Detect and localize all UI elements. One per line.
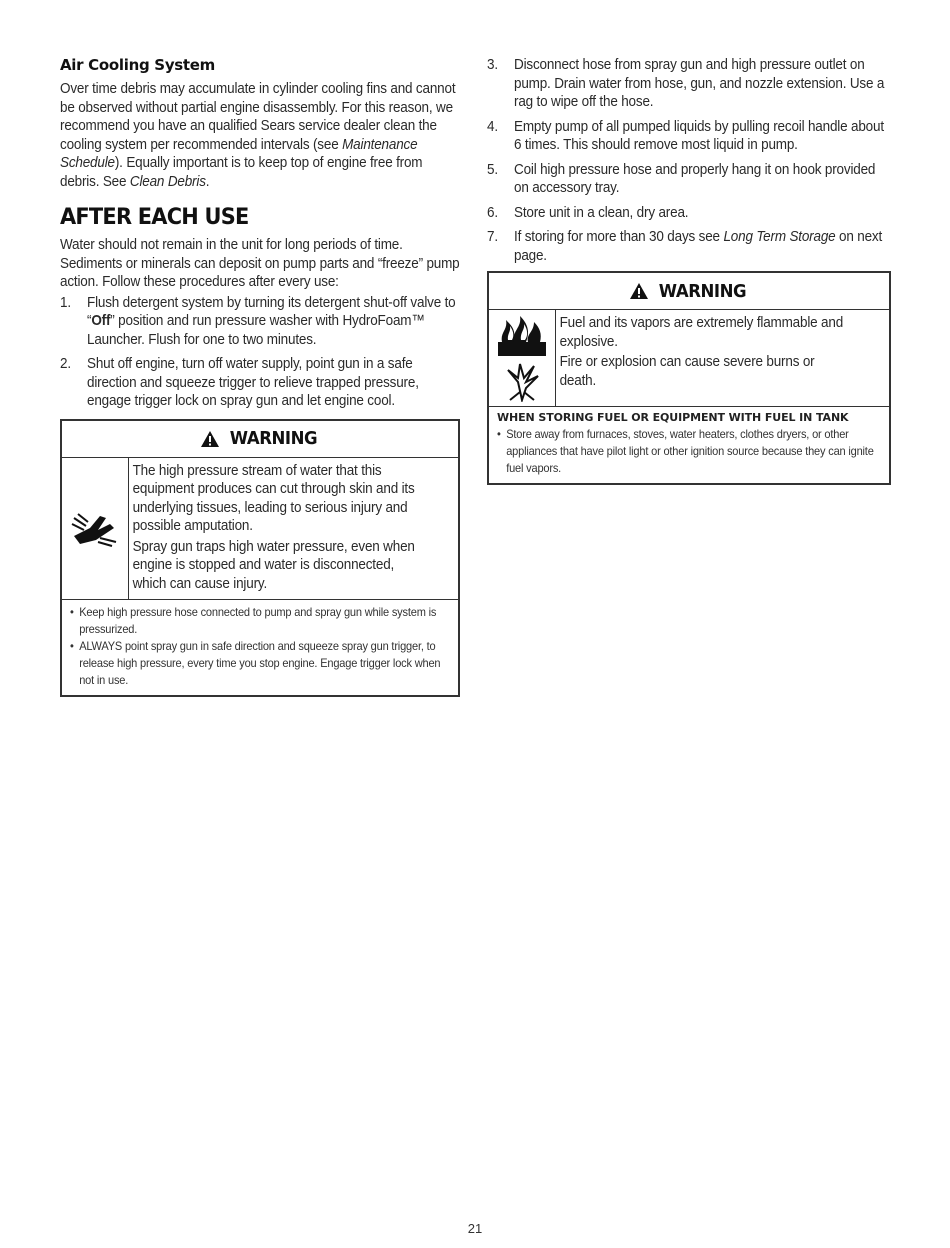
after-each-use-intro: Water should not remain in the unit for long periods of time. Sediments or minerals can deposit on pump parts and “freeze” pump action. Follow these procedures after every use: xyxy=(60,236,460,290)
list-item: • Store away from furnaces, stoves, water heaters, clothes dryers, or other appliances that have pilot light or other ignition source because they can ignite fuel vapors. xyxy=(497,426,888,477)
warning-header xyxy=(489,273,889,310)
air-cooling-heading: Air Cooling System xyxy=(60,56,215,74)
list-item: 4. Empty pump of all pumped liquids by pulling recoil handle about 6 times. This should remove most liquid in pump. xyxy=(487,117,884,153)
list-item: 1. Flush detergent system by turning its detergent shut-off valve to “Off” position and run pressure washer with HydroFoam™ Launcher. Flush for one to two minutes. xyxy=(60,293,456,348)
warning-title: WARNING xyxy=(229,428,317,449)
after-each-use-steps-continued xyxy=(487,56,891,265)
maintenance-schedule-reference: Maintenance Schedule xyxy=(60,135,418,171)
list-item: • Keep high pressure hose connected to pump and spray gun while system is pressurized. xyxy=(70,604,457,638)
warning-box-fuel xyxy=(487,271,891,485)
warning-text: Fire or explosion can cause severe burns or death. xyxy=(559,353,815,389)
warning-text: Fuel and its vapors are extremely flammable and explosive. xyxy=(559,314,844,350)
list-item: 5. Coil high pressure hose and properly hang it on hook provided on accessory tray. xyxy=(487,160,876,196)
after-each-use-steps xyxy=(60,294,460,411)
long-term-storage-reference: Long Term Storage xyxy=(723,228,836,245)
warning-header xyxy=(62,421,458,458)
injection-hazard-icon xyxy=(70,508,120,548)
warning-text: Spray gun traps high water pressure, even when engine is stopped and water is disconnected, which can cause injury. xyxy=(132,537,415,592)
list-item: 2. Shut off engine, turn off water supply, point gun in a safe direction and squeeze trigger to relieve trapped pressure, engage trigger lock on spray gun and let engine cool. xyxy=(60,355,419,409)
left-column xyxy=(60,56,460,697)
warning-text: The high pressure stream of water that this equipment produces can cut through skin and its underlying tissues, leading to serious injury and possible amputation. xyxy=(132,461,415,534)
off-label: Off xyxy=(91,312,111,329)
air-cooling-paragraph: Over time debris may accumulate in cylinder cooling fins and cannot be observed without partial engine disassembly. For this reason, we recommend you have an qualified Sears service dealer clean the cooling system per recommended intervals (see Maintenance Schedule). Equally important is to keep top of engine free from debris. See Clean Debris. xyxy=(60,80,456,190)
list-item: 7. If storing for more than 30 days see Long Term Storage on next page. xyxy=(487,228,883,264)
warning-box-pressure xyxy=(60,419,460,698)
right-column xyxy=(487,56,891,485)
storing-fuel-title: WHEN STORING FUEL OR EQUIPMENT WITH FUEL IN TANK xyxy=(497,411,849,424)
fire-icon xyxy=(494,314,550,358)
list-item: • ALWAYS point spray gun in safe direction and squeeze spray gun trigger, to release high pressure, every time you stop engine. Engage trigger lock when not in use. xyxy=(70,638,457,689)
warning-bullets xyxy=(62,600,458,695)
warning-triangle-icon xyxy=(200,430,220,448)
explosion-icon xyxy=(502,362,542,402)
after-each-use-heading: AFTER EACH USE xyxy=(60,205,249,230)
list-item: 3. Disconnect hose from spray gun and high pressure outlet on pump. Drain water from hose, gun, and nozzle extension. Use a rag to wipe off the hose. xyxy=(487,56,885,110)
list-item: 6. Store unit in a clean, dry area. xyxy=(487,203,689,221)
page-number: 21 xyxy=(467,1221,483,1236)
warning-title: WARNING xyxy=(658,280,746,302)
warning-bullets xyxy=(489,426,889,483)
warning-triangle-icon xyxy=(629,282,649,300)
clean-debris-reference: Clean Debris xyxy=(129,172,206,190)
